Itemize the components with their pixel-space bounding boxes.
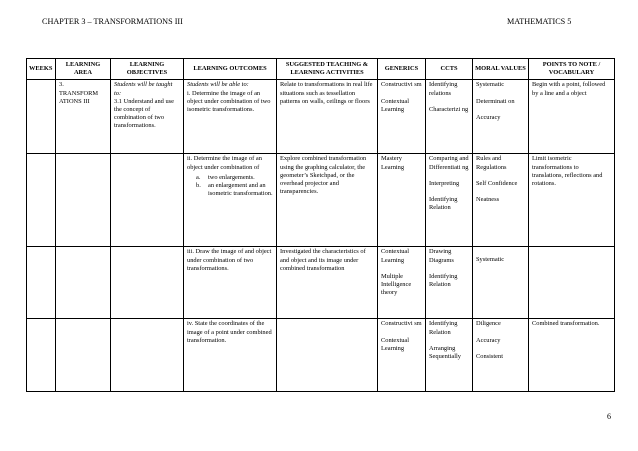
learning-area-cell (56, 80, 111, 154)
chapter-title: CHAPTER 3 – TRANSFORMATIONS III (42, 17, 183, 26)
table-row (27, 319, 615, 392)
activity-text: Investigated the characteristics of and object and its image under combined transformation (280, 248, 366, 272)
learning-area-cell (56, 247, 111, 319)
ccts-item: Arranging Sequentially (429, 344, 461, 361)
ccts-item: Identifying Relation (429, 196, 458, 212)
learning-outcomes-cell (184, 154, 277, 247)
value-item: Rules and Regulations (476, 155, 507, 171)
activity-cell (277, 80, 378, 154)
ccts-cell (426, 80, 473, 154)
value-item: Accuracy (476, 113, 501, 121)
table-row (27, 80, 615, 154)
learning-area-cell (56, 154, 111, 247)
moral-values-cell (473, 80, 529, 154)
value-item: Determinati on (476, 97, 515, 105)
weeks-cell (27, 80, 56, 154)
generic-item: Contextual Learning (381, 336, 410, 352)
ccts-cell (426, 319, 473, 392)
weeks-cell (27, 154, 56, 247)
value-item: Self Confidence (476, 179, 518, 187)
learning-outcomes-cell (184, 247, 277, 319)
page-number: 6 (607, 412, 611, 421)
generic-item: Multiple Intelligence theory (381, 272, 412, 297)
list-item: a. two enlargements. (196, 173, 255, 181)
outcome-intro: Students will be able to: (187, 81, 249, 89)
generics-cell (378, 319, 426, 392)
col-learning-outcomes: LEARNING OUTCOMES (184, 59, 277, 80)
generics-cell (378, 80, 426, 154)
col-learning-area: LEARNING AREA (56, 59, 111, 80)
generic-item: Contextual Learning (381, 248, 410, 264)
outcome-text: iii. Draw the image of and object under combination of two transformations. (187, 248, 272, 272)
outcome-text: iv. State the coordinates of the image of a point under combined transformation. (187, 320, 272, 344)
col-learning-objectives: LEARNING OBJECTIVES (111, 59, 184, 80)
learning-area-cell (56, 319, 111, 392)
col-suggested-activities: SUGGESTED TEACHING & LEARNING ACTIVITIES (277, 59, 378, 80)
generic-item: Contextual Learning (381, 97, 410, 113)
value-item: Diligence (476, 320, 501, 328)
generic-item: Constructivi sm (381, 81, 422, 89)
scheme-of-work-table (26, 58, 615, 392)
list-item: b. an enlargement and an isometric transformation. (196, 182, 273, 198)
table-row (27, 247, 615, 319)
ccts-item: Identifying Relation (429, 272, 458, 289)
value-item: Neatness (476, 196, 500, 204)
col-generics: GENERICS (378, 59, 426, 80)
activity-cell (277, 154, 378, 247)
points-cell (529, 80, 615, 154)
table-header-row (27, 59, 615, 80)
activity-text: Relate to transformations in real life situations such as tessellation patterns on walls, ceilings or floors (280, 81, 373, 105)
learning-objectives-cell (111, 319, 184, 392)
generics-cell (378, 154, 426, 247)
learning-objectives-cell (111, 80, 184, 154)
ccts-item: Identifying relations (429, 81, 458, 97)
subject-title: MATHEMATICS 5 (507, 17, 572, 26)
outcome-text: i. Determine the image of an object under combination of two isometric transformations. (187, 89, 271, 114)
objective-text: 3.1 Understand and use the concept of combination of two transformations. (114, 97, 174, 130)
moral-values-cell (473, 154, 529, 247)
outcome-sublist (187, 174, 273, 199)
value-item: Accuracy (476, 336, 501, 344)
value-item: Systematic (476, 81, 505, 89)
points-text: Combined transformation. (532, 320, 600, 328)
ccts-item: Comparing and Differentiati ng (429, 155, 469, 171)
points-cell (529, 319, 615, 392)
points-cell (529, 247, 615, 319)
ccts-cell (426, 154, 473, 247)
col-ccts: CCTS (426, 59, 473, 80)
col-weeks: WEEKS (27, 59, 56, 80)
points-cell (529, 154, 615, 247)
table-row (27, 154, 615, 247)
learning-objectives-cell (111, 154, 184, 247)
ccts-item: Characterizi ng (429, 105, 469, 113)
points-text: Limit isometric transformations to translations, reflections and rotations. (532, 155, 603, 188)
generic-item: Mastery Learning (381, 155, 405, 171)
activity-cell (277, 247, 378, 319)
learning-outcomes-cell (184, 319, 277, 392)
weeks-cell (27, 319, 56, 392)
activity-text: Explore combined transformation using the graphing calculator, the geometer’s Sketchpad, or the overhead projector and transparencies. (280, 155, 367, 196)
objective-intro: Students will be taught to: (114, 81, 173, 97)
col-moral-values: MORAL VALUES (473, 59, 529, 80)
area-number: 3. (59, 81, 64, 89)
area-name: TRANSFORM ATIONS III (59, 89, 99, 105)
value-item: Consistent (476, 352, 503, 360)
activity-cell (277, 319, 378, 392)
ccts-item: Drawing Diagrams (429, 248, 454, 264)
generic-item: Constructivi sm (381, 320, 422, 328)
learning-outcomes-cell (184, 80, 277, 154)
moral-values-cell (473, 247, 529, 319)
learning-objectives-cell (111, 247, 184, 319)
value-item: Systematic (476, 256, 505, 264)
points-text: Begin with a point, followed by a line and a object (532, 81, 606, 97)
ccts-cell (426, 247, 473, 319)
weeks-cell (27, 247, 56, 319)
ccts-item: Identifying Relation (429, 320, 458, 336)
ccts-item: Interpreting (429, 179, 460, 187)
outcome-text: ii. Determine the image of an object under combination of (187, 155, 262, 171)
moral-values-cell (473, 319, 529, 392)
col-points-to-note: POINTS TO NOTE / VOCABULARY (529, 59, 615, 80)
generics-cell (378, 247, 426, 319)
